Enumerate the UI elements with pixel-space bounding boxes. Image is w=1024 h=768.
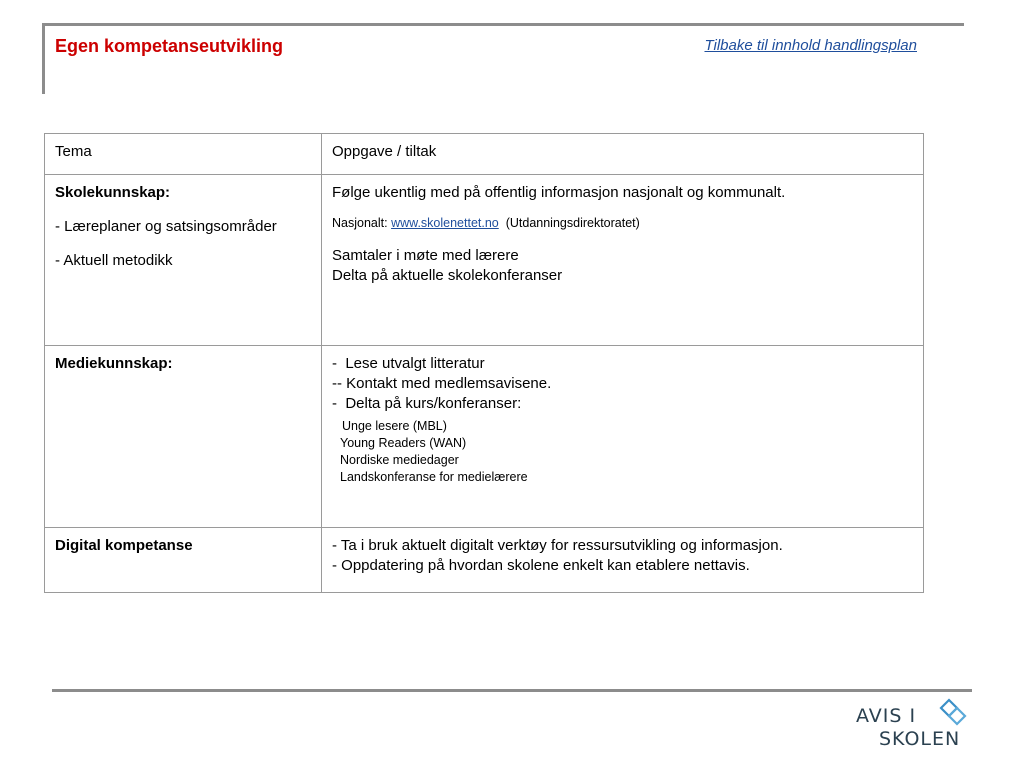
task-line: -- Kontakt med medlemsavisene. bbox=[332, 375, 552, 392]
header-tema: Tema bbox=[45, 134, 322, 175]
conference-item: Landskonferanse for medielærere bbox=[340, 470, 528, 484]
task-line: Følge ukentlig med på offentlig informasjon nasjonalt og kommunalt. bbox=[332, 184, 786, 201]
source-suffix: (Utdanningsdirektoratet) bbox=[498, 216, 640, 230]
tema-item: - Læreplaner og satsingsområder bbox=[55, 218, 277, 235]
task-line: - Lese utvalgt litteratur bbox=[332, 355, 485, 372]
conference-item: Nordiske mediedager bbox=[340, 453, 459, 467]
task-line: Delta på aktuelle skolekonferanser bbox=[332, 267, 563, 284]
tema-item: - Aktuell metodikk bbox=[55, 252, 173, 269]
competence-table bbox=[44, 133, 924, 593]
logo-diamond-icon bbox=[941, 700, 965, 724]
task-line: - Delta på kurs/konferanser: bbox=[332, 395, 522, 412]
avis-i-skolen-logo bbox=[855, 698, 975, 750]
source-prefix: Nasjonalt: bbox=[332, 216, 392, 230]
table-row-digital bbox=[45, 528, 924, 593]
logo-line1: AVIS I bbox=[856, 705, 917, 727]
logo-line2: SKOLEN bbox=[879, 728, 961, 750]
header-oppgave: Oppgave / tiltak bbox=[322, 134, 924, 175]
table-header-row bbox=[45, 134, 924, 175]
page-title: Egen kompetanseutvikling bbox=[55, 36, 284, 56]
table-row-mediekunnskap bbox=[45, 346, 924, 528]
tema-title: Mediekunnskap: bbox=[55, 355, 173, 372]
task-cell bbox=[322, 175, 924, 346]
task-cell bbox=[322, 346, 924, 528]
conference-item: Unge lesere (MBL) bbox=[342, 419, 447, 433]
table-row-skolekunnskap bbox=[45, 175, 924, 346]
tema-cell bbox=[45, 175, 322, 346]
top-rule bbox=[42, 23, 964, 26]
skolenettet-link[interactable]: www.skolenettet.no bbox=[391, 216, 499, 230]
left-rule bbox=[42, 23, 45, 94]
source-line bbox=[332, 215, 913, 232]
back-to-contents-link[interactable]: Tilbake til innhold handlingsplan bbox=[704, 37, 917, 54]
task-cell bbox=[322, 528, 924, 593]
tema-title: Digital kompetanse bbox=[55, 537, 193, 554]
task-line: Samtaler i møte med lærere bbox=[332, 247, 519, 264]
tema-cell bbox=[45, 346, 322, 528]
tema-title: Skolekunnskap: bbox=[55, 184, 171, 201]
conference-item: Young Readers (WAN) bbox=[340, 436, 467, 450]
task-line: - Ta i bruk aktuelt digitalt verktøy for ressursutvikling og informasjon. bbox=[332, 537, 783, 554]
tema-cell bbox=[45, 528, 322, 593]
task-line: - Oppdatering på hvordan skolene enkelt kan etablere nettavis. bbox=[332, 557, 750, 574]
bottom-rule bbox=[52, 689, 972, 692]
